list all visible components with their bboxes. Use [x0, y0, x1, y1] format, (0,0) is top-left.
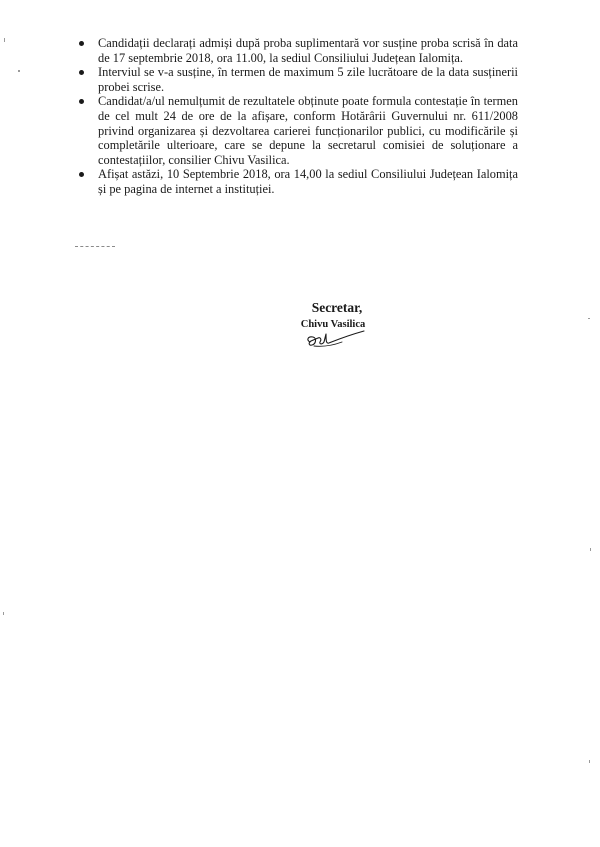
signature-name: Chivu Vasilica — [300, 319, 366, 330]
scan-speck — [18, 70, 20, 72]
list-item — [78, 94, 518, 167]
bullet-icon — [79, 70, 84, 75]
bullet-list — [78, 36, 518, 197]
signature-block — [262, 300, 402, 331]
list-item — [78, 36, 518, 65]
list-item — [78, 167, 518, 196]
bullet-icon — [79, 41, 84, 46]
scan-speck — [589, 760, 590, 763]
scan-speck — [3, 612, 4, 615]
bullet-text: Candidații declarați admiși după proba suplimentară vor susține proba scrisă în data de 17 septembrie 2018, ora 11.00, la sediul Consiliului Județean Ialomița. — [98, 36, 518, 65]
bullet-text: Afișat astăzi, 10 Septembrie 2018, ora 14,00 la sediul Consiliului Județean Ialomița și pe pagina de internet a instituției. — [98, 167, 518, 196]
bullet-text: Interviul se v-a susține, în termen de maximum 5 zile lucrătoare de la data susținerii probei scrise. — [98, 65, 518, 94]
bullet-text: Candidat/a/ul nemulțumit de rezultatele obținute poate formula contestație în termen de cel mult 24 de ore de la afișare, conform Hotărârii Guvernului nr. 611/2008 privind organizarea și dezvoltarea carierei funcționarilor publici, cu modificările și completările ulterioare, care se depune la secretarul comisiei de soluționare a contestațiilor, consilier Chivu Vasilica. — [98, 94, 518, 167]
bullet-icon — [79, 172, 84, 177]
bullet-icon — [79, 99, 84, 104]
list-item — [78, 65, 518, 94]
scan-artifact-line — [75, 246, 115, 247]
handwritten-signature-icon — [304, 328, 366, 350]
scan-speck — [590, 548, 591, 551]
scan-speck — [588, 318, 590, 319]
signature-title: Secretar, — [311, 300, 363, 315]
scan-speck — [4, 38, 5, 42]
